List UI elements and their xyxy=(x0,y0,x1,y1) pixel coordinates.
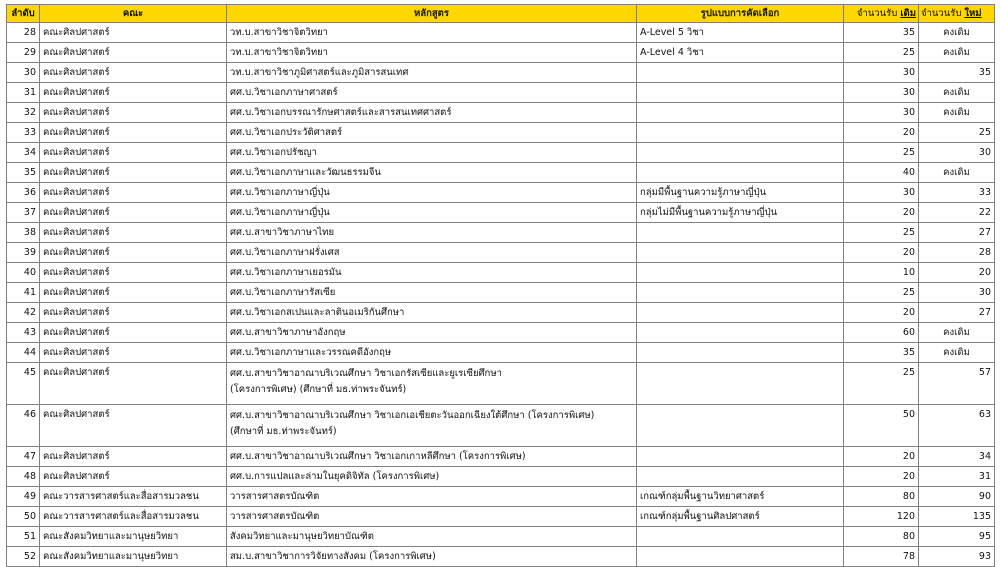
cell-faculty[interactable]: คณะศิลปศาสตร์ xyxy=(40,23,227,43)
cell-quota-old[interactable]: 30 xyxy=(844,83,919,103)
cell-selection[interactable] xyxy=(637,63,844,83)
header-course[interactable]: หลักสูตร xyxy=(227,5,637,23)
cell-quota-new[interactable]: คงเดิม xyxy=(919,43,995,63)
cell-order[interactable]: 41 xyxy=(7,283,40,303)
course-line: ศศ.บ.การแปลและล่ามในยุคดิจิทัล (โครงการพิเศษ) xyxy=(230,471,440,482)
table-row xyxy=(7,303,995,323)
cell-quota-new[interactable]: 20 xyxy=(919,263,995,283)
table-row xyxy=(7,143,995,163)
cell-faculty[interactable]: คณะศิลปศาสตร์ xyxy=(40,243,227,263)
cell-selection[interactable] xyxy=(637,363,844,405)
table-row xyxy=(7,183,995,203)
cell-quota-old[interactable]: 50 xyxy=(844,405,919,447)
course-line: วารสารศาสตรบัณฑิต xyxy=(230,511,320,522)
cell-faculty[interactable]: คณะศิลปศาสตร์ xyxy=(40,343,227,363)
cell-course[interactable] xyxy=(227,323,637,343)
cell-order[interactable]: 33 xyxy=(7,123,40,143)
cell-order[interactable]: 52 xyxy=(7,547,40,567)
course-line: ศศ.บ.สาขาวิชาอาณาบริเวณศึกษา วิชาเอกรัสเซียและยูเรเซียศึกษา xyxy=(230,368,502,379)
cell-selection[interactable] xyxy=(637,323,844,343)
cell-selection[interactable]: A-Level 5 วิชา xyxy=(637,23,844,43)
cell-faculty[interactable]: คณะศิลปศาสตร์ xyxy=(40,263,227,283)
cell-selection[interactable] xyxy=(637,103,844,123)
cell-order[interactable]: 43 xyxy=(7,323,40,343)
table-row xyxy=(7,283,995,303)
cell-quota-new[interactable]: คงเดิม xyxy=(919,83,995,103)
cell-quota-new[interactable]: คงเดิม xyxy=(919,23,995,43)
cell-course[interactable] xyxy=(227,103,637,123)
cell-faculty[interactable]: คณะศิลปศาสตร์ xyxy=(40,203,227,223)
cell-order[interactable]: 46 xyxy=(7,405,40,447)
cell-course[interactable] xyxy=(227,23,637,43)
course-line: สม.บ.สาขาวิชาการวิจัยทางสังคม (โครงการพิเศษ) xyxy=(230,551,436,562)
cell-faculty[interactable]: คณะศิลปศาสตร์ xyxy=(40,43,227,63)
cell-selection[interactable] xyxy=(637,223,844,243)
cell-selection[interactable]: กลุ่มไม่มีพื้นฐานความรู้ภาษาญี่ปุ่น xyxy=(637,203,844,223)
course-line: ศศ.บ.สาขาวิชาอาณาบริเวณศึกษา วิชาเอกเอเชียตะวันออกเฉียงใต้ศึกษา (โครงการพิเศษ) xyxy=(230,410,595,421)
cell-quota-old[interactable]: 20 xyxy=(844,203,919,223)
cell-order[interactable]: 51 xyxy=(7,527,40,547)
header-quota-old-word: เดิม xyxy=(900,8,916,19)
header-quota-new[interactable] xyxy=(919,5,995,23)
header-quota-old[interactable] xyxy=(844,5,919,23)
cell-quota-old[interactable]: 120 xyxy=(844,507,919,527)
cell-faculty[interactable]: คณะศิลปศาสตร์ xyxy=(40,363,227,405)
cell-order[interactable]: 48 xyxy=(7,467,40,487)
header-quota-old-prefix: จำนวนรับ xyxy=(856,8,898,19)
course-line: (โครงการพิเศษ) (ศึกษาที่ มธ.ท่าพระจันทร์) xyxy=(230,384,407,395)
cell-order[interactable]: 32 xyxy=(7,103,40,123)
cell-quota-old[interactable]: 80 xyxy=(844,527,919,547)
cell-quota-new[interactable]: 30 xyxy=(919,143,995,163)
cell-selection[interactable] xyxy=(637,303,844,323)
cell-order[interactable]: 40 xyxy=(7,263,40,283)
cell-quota-new[interactable]: 57 xyxy=(919,363,995,405)
course-line: ศศ.บ.วิชาเอกภาษาและวรรณคดีอังกฤษ xyxy=(230,347,392,358)
header-row xyxy=(7,5,995,23)
cell-faculty[interactable]: คณะศิลปศาสตร์ xyxy=(40,183,227,203)
table-row xyxy=(7,23,995,43)
cell-course[interactable] xyxy=(227,63,637,83)
cell-quota-old[interactable]: 60 xyxy=(844,323,919,343)
header-selection[interactable]: รูปแบบการคัดเลือก xyxy=(637,5,844,23)
course-line: ศศ.บ.วิชาเอกประวัติศาสตร์ xyxy=(230,127,343,138)
course-line: ศศ.บ.วิชาเอกปรัชญา xyxy=(230,147,317,158)
cell-course[interactable] xyxy=(227,283,637,303)
course-line: วท.บ.สาขาวิชาภูมิศาสตร์และภูมิสารสนเทศ xyxy=(230,67,409,78)
cell-quota-new[interactable]: 27 xyxy=(919,303,995,323)
header-order[interactable]: ลำดับ xyxy=(7,5,40,23)
cell-selection[interactable] xyxy=(637,243,844,263)
cell-faculty[interactable]: คณะศิลปศาสตร์ xyxy=(40,405,227,447)
cell-faculty[interactable]: คณะศิลปศาสตร์ xyxy=(40,163,227,183)
cell-order[interactable]: 28 xyxy=(7,23,40,43)
cell-selection[interactable] xyxy=(637,343,844,363)
cell-course[interactable] xyxy=(227,467,637,487)
cell-course[interactable] xyxy=(227,527,637,547)
cell-faculty[interactable]: คณะวารสารศาสตร์และสื่อสารมวลชน xyxy=(40,487,227,507)
cell-faculty[interactable]: คณะศิลปศาสตร์ xyxy=(40,223,227,243)
cell-selection[interactable] xyxy=(637,123,844,143)
cell-order[interactable]: 37 xyxy=(7,203,40,223)
cell-quota-old[interactable]: 25 xyxy=(844,223,919,243)
cell-quota-new[interactable]: 93 xyxy=(919,547,995,567)
table-row xyxy=(7,223,995,243)
cell-faculty[interactable]: คณะศิลปศาสตร์ xyxy=(40,143,227,163)
course-line: ศศ.บ.สาขาวิชาอาณาบริเวณศึกษา วิชาเอกเกาหลีศึกษา (โครงการพิเศษ) xyxy=(230,451,526,462)
cell-course[interactable] xyxy=(227,447,637,467)
cell-course[interactable] xyxy=(227,405,637,447)
table-row xyxy=(7,243,995,263)
course-line: ศศ.บ.วิชาเอกภาษารัสเซีย xyxy=(230,287,336,298)
cell-course[interactable] xyxy=(227,223,637,243)
cell-quota-new[interactable]: 135 xyxy=(919,507,995,527)
course-line: ศศ.บ.วิชาเอกภาษาฝรั่งเศส xyxy=(230,247,340,258)
quota-sheet xyxy=(6,4,994,567)
cell-quota-new[interactable]: คงเดิม xyxy=(919,323,995,343)
table-row xyxy=(7,203,995,223)
cell-selection[interactable] xyxy=(637,143,844,163)
cell-course[interactable] xyxy=(227,487,637,507)
cell-quota-new[interactable]: 30 xyxy=(919,283,995,303)
table-row xyxy=(7,83,995,103)
table-row xyxy=(7,323,995,343)
table-row xyxy=(7,467,995,487)
table-row xyxy=(7,63,995,83)
table-row xyxy=(7,263,995,283)
cell-faculty[interactable]: คณะสังคมวิทยาและมานุษยวิทยา xyxy=(40,527,227,547)
table-row xyxy=(7,487,995,507)
cell-order[interactable]: 35 xyxy=(7,163,40,183)
cell-faculty[interactable]: คณะศิลปศาสตร์ xyxy=(40,123,227,143)
cell-course[interactable] xyxy=(227,43,637,63)
cell-order[interactable]: 38 xyxy=(7,223,40,243)
cell-selection[interactable] xyxy=(637,467,844,487)
cell-course[interactable] xyxy=(227,183,637,203)
cell-quota-new[interactable]: 27 xyxy=(919,223,995,243)
cell-faculty[interactable]: คณะสังคมวิทยาและมานุษยวิทยา xyxy=(40,547,227,567)
table-row xyxy=(7,343,995,363)
course-line: วท.บ.สาขาวิชาจิตวิทยา xyxy=(230,47,328,58)
cell-course[interactable] xyxy=(227,243,637,263)
cell-course[interactable] xyxy=(227,363,637,405)
cell-quota-new[interactable]: 28 xyxy=(919,243,995,263)
header-faculty[interactable]: คณะ xyxy=(40,5,227,23)
course-line: ศศ.บ.วิชาเอกภาษาเยอรมัน xyxy=(230,267,342,278)
cell-quota-old[interactable]: 30 xyxy=(844,63,919,83)
course-line: สังคมวิทยาและมานุษยวิทยาบัณฑิต xyxy=(230,531,374,542)
cell-faculty[interactable]: คณะศิลปศาสตร์ xyxy=(40,303,227,323)
cell-order[interactable]: 45 xyxy=(7,363,40,405)
cell-course[interactable] xyxy=(227,203,637,223)
course-line: ศศ.บ.วิชาเอกภาษาและวัฒนธรรมจีน xyxy=(230,167,381,178)
cell-quota-old[interactable]: 20 xyxy=(844,467,919,487)
cell-quota-new[interactable]: 22 xyxy=(919,203,995,223)
cell-faculty[interactable]: คณะศิลปศาสตร์ xyxy=(40,467,227,487)
cell-course[interactable] xyxy=(227,263,637,283)
header-quota-new-prefix: จำนวนรับ xyxy=(921,8,962,19)
cell-quota-old[interactable]: 10 xyxy=(844,263,919,283)
cell-quota-new[interactable]: 25 xyxy=(919,123,995,143)
table-row xyxy=(7,447,995,467)
cell-order[interactable]: 50 xyxy=(7,507,40,527)
cell-faculty[interactable]: คณะศิลปศาสตร์ xyxy=(40,63,227,83)
cell-quota-old[interactable]: 25 xyxy=(844,43,919,63)
cell-quota-new[interactable]: 31 xyxy=(919,467,995,487)
cell-course[interactable] xyxy=(227,123,637,143)
cell-quota-new[interactable]: 63 xyxy=(919,405,995,447)
cell-quota-old[interactable]: 35 xyxy=(844,343,919,363)
cell-selection[interactable] xyxy=(637,447,844,467)
cell-selection[interactable]: A-Level 4 วิชา xyxy=(637,43,844,63)
cell-quota-old[interactable]: 20 xyxy=(844,303,919,323)
cell-quota-old[interactable]: 80 xyxy=(844,487,919,507)
cell-course[interactable] xyxy=(227,303,637,323)
table-row xyxy=(7,43,995,63)
cell-quota-old[interactable]: 78 xyxy=(844,547,919,567)
course-line: วารสารศาสตรบัณฑิต xyxy=(230,491,320,502)
table-row xyxy=(7,363,995,405)
cell-quota-new[interactable]: 34 xyxy=(919,447,995,467)
cell-selection[interactable] xyxy=(637,527,844,547)
cell-order[interactable]: 39 xyxy=(7,243,40,263)
cell-selection[interactable] xyxy=(637,83,844,103)
cell-quota-new[interactable]: 35 xyxy=(919,63,995,83)
cell-quota-old[interactable]: 35 xyxy=(844,23,919,43)
cell-faculty[interactable]: คณะศิลปศาสตร์ xyxy=(40,447,227,467)
table-row xyxy=(7,527,995,547)
cell-faculty[interactable]: คณะวารสารศาสตร์และสื่อสารมวลชน xyxy=(40,507,227,527)
cell-quota-old[interactable]: 40 xyxy=(844,163,919,183)
cell-selection[interactable] xyxy=(637,405,844,447)
course-line: ศศ.บ.วิชาเอกบรรณารักษศาสตร์และสารสนเทศศาสตร์ xyxy=(230,107,452,118)
cell-selection[interactable] xyxy=(637,263,844,283)
cell-order[interactable]: 42 xyxy=(7,303,40,323)
cell-selection[interactable] xyxy=(637,283,844,303)
course-line: ศศ.บ.วิชาเอกภาษาญี่ปุ่น xyxy=(230,187,330,198)
cell-course[interactable] xyxy=(227,343,637,363)
cell-faculty[interactable]: คณะศิลปศาสตร์ xyxy=(40,83,227,103)
cell-faculty[interactable]: คณะศิลปศาสตร์ xyxy=(40,283,227,303)
cell-order[interactable]: 29 xyxy=(7,43,40,63)
cell-quota-old[interactable]: 30 xyxy=(844,183,919,203)
cell-course[interactable] xyxy=(227,83,637,103)
cell-quota-new[interactable]: 90 xyxy=(919,487,995,507)
cell-quota-old[interactable]: 25 xyxy=(844,283,919,303)
course-line: วท.บ.สาขาวิชาจิตวิทยา xyxy=(230,27,328,38)
cell-quota-old[interactable]: 30 xyxy=(844,103,919,123)
cell-quota-new[interactable]: คงเดิม xyxy=(919,343,995,363)
cell-quota-new[interactable]: 95 xyxy=(919,527,995,547)
cell-course[interactable] xyxy=(227,507,637,527)
cell-order[interactable]: 49 xyxy=(7,487,40,507)
course-line: (ศึกษาที่ มธ.ท่าพระจันทร์) xyxy=(230,426,337,437)
cell-selection[interactable]: เกณฑ์กลุ่มพื้นฐานวิทยาศาสตร์ xyxy=(637,487,844,507)
cell-selection[interactable] xyxy=(637,163,844,183)
header-quota-new-word: ใหม่ xyxy=(964,8,982,19)
cell-faculty[interactable]: คณะศิลปศาสตร์ xyxy=(40,103,227,123)
table-row xyxy=(7,405,995,447)
course-line: ศศ.บ.วิชาเอกภาษาศาสตร์ xyxy=(230,87,338,98)
cell-course[interactable] xyxy=(227,163,637,183)
cell-order[interactable]: 31 xyxy=(7,83,40,103)
cell-order[interactable]: 44 xyxy=(7,343,40,363)
course-line: ศศ.บ.วิชาเอกภาษาญี่ปุ่น xyxy=(230,207,330,218)
cell-quota-new[interactable]: 33 xyxy=(919,183,995,203)
cell-order[interactable]: 36 xyxy=(7,183,40,203)
cell-order[interactable]: 34 xyxy=(7,143,40,163)
table-row xyxy=(7,123,995,143)
cell-course[interactable] xyxy=(227,143,637,163)
course-line: ศศ.บ.สาขาวิชาภาษาอังกฤษ xyxy=(230,327,346,338)
cell-quota-old[interactable]: 20 xyxy=(844,243,919,263)
course-line: ศศ.บ.วิชาเอกสเปนและลาตินอเมริกันศึกษา xyxy=(230,307,405,318)
table-body xyxy=(7,23,995,567)
table-row xyxy=(7,163,995,183)
cell-selection[interactable]: กลุ่มมีพื้นฐานความรู้ภาษาญี่ปุ่น xyxy=(637,183,844,203)
cell-faculty[interactable]: คณะศิลปศาสตร์ xyxy=(40,323,227,343)
course-line: ศศ.บ.สาขาวิชาภาษาไทย xyxy=(230,227,335,238)
cell-quota-new[interactable]: คงเดิม xyxy=(919,103,995,123)
table-row xyxy=(7,507,995,527)
quota-table xyxy=(6,4,995,567)
cell-order[interactable]: 47 xyxy=(7,447,40,467)
cell-quota-new[interactable]: คงเดิม xyxy=(919,163,995,183)
cell-quota-old[interactable]: 25 xyxy=(844,363,919,405)
cell-selection[interactable]: เกณฑ์กลุ่มพื้นฐานศิลปศาสตร์ xyxy=(637,507,844,527)
cell-quota-old[interactable]: 20 xyxy=(844,123,919,143)
cell-quota-old[interactable]: 25 xyxy=(844,143,919,163)
table-row xyxy=(7,103,995,123)
cell-order[interactable]: 30 xyxy=(7,63,40,83)
cell-quota-old[interactable]: 20 xyxy=(844,447,919,467)
